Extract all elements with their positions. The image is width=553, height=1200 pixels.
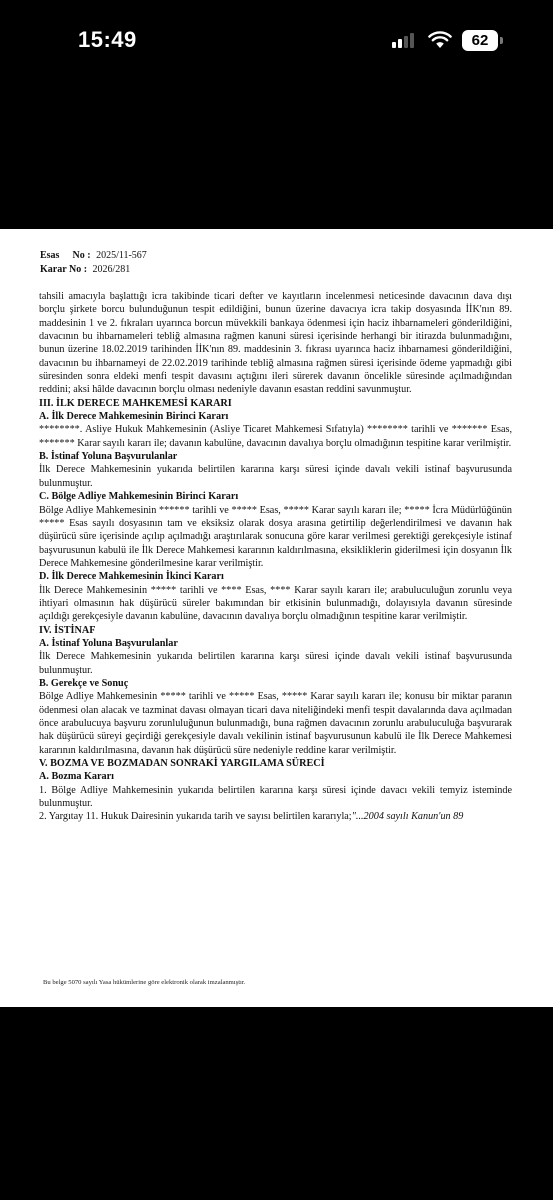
- karar-value: 2026/281: [92, 264, 131, 275]
- paragraph-text: 2. Yargıtay 11. Hukuk Dairesinin yukarıda tarih ve sayısı belirtilen kararıyla;: [39, 811, 352, 823]
- paragraph: ********. Asliye Hukuk Mahkemesinin (Asliye Ticaret Mahkemesi Sıfatıyla) ******** tarihli ve ******* Esas, ******* Karar sayılı kararı ile; davanın kabulüne, davacının davalıya borçlu olmadığının tespitine karar verilmiştir.: [39, 424, 512, 449]
- subsection-heading: D. İlk Derece Mahkemesinin İkinci Kararı: [39, 571, 224, 583]
- wifi-icon: [428, 30, 452, 50]
- paragraph: İlk Derece Mahkemesinin yukarıda belirtilen kararına karşı süresi içinde davalı vekili istinaf başvurusunda bulunmuştur.: [39, 464, 512, 489]
- paragraph: [39, 810, 512, 823]
- paragraph: 1. Bölge Adliye Mahkemesinin yukarıda belirtilen kararına karşı süresi içinde davacı vekili temyiz isteminde bulunmuştur.: [39, 784, 512, 810]
- e-signature-footer: Bu belge 5070 sayılı Yasa hükümlerine göre elektronik olarak imzalanmıştır.: [43, 979, 246, 986]
- esas-line: [40, 249, 147, 262]
- paragraph: Bölge Adliye Mahkemesinin ***** tarihli ve ***** Esas, ***** Karar sayılı kararı ile; konusu bir miktar paranın ödenmesi olan alacak ve tazminat davası olmayan ticari dava niteliğindeki menfi tespit davalarında dava açılmadan önce arabulucuya başvuru zorunluluğunun bulunmadığı, buna rağmen davacının zorunlu arabuluculuğa başvurarak hak düşürücü süreyi geçirdiği gerekçesiyle davalı vekilinin istinaf başvurusunun kabulü ile İlk Derece Mahkemesi kararının kaldırılmasına, davanın hak düşürücü süre nedeniyle reddine karar verilmiştir.: [39, 691, 512, 756]
- esas-value: 2025/11-567: [96, 250, 147, 261]
- paragraph: tahsili amacıyla başlattığı icra takibinde ticari defter ve kayıtların incelenmesi neticesinde davacının dava dışı borçlu şirkete borcu bulunduğunun tespit edildiğini, bunun üzerine davacıya icra takip dosyasında İİK'nın 89. maddesinin 1 ve 2. fıkraları uyarınca borcun müvekkili bankaya ödenmesi için haciz ihbarnameleri gönderildiğini, davacının bu ihbarnameleri tebliğ almasına rağmen kanuni süresi içerisinde herhangi bir itirazda bulunmadığını, bunun üzerine 18.02.2019 tarihinden İİK'nın 89. maddesinin 3. fıkrası uyarınca haciz ihbarnamesi gönderildiğini, davacının bu ihbarnameyi de 22.02.2019 tarihinde tebliğ almasına rağmen süresi içerisinde ödeme yapmadığı gibi süresinden sonra eldeki menfi tespit davasını açtığını ileri sürerek davanın öncelikle süresinde açılmadığından reddini; aksi hâlde davacının borçlu olması nedeniyle davanın esastan reddini savunmuştur.: [39, 291, 512, 396]
- paragraph: Bölge Adliye Mahkemesinin ****** tarihli ve ***** Esas, ***** Karar sayılı kararı ile; ***** İcra Müdürlüğünün ***** Esas sayılı dosyasının tam ve eksiksiz olarak dosya arasına getirtilip değerlendirilmesi ve davanın hak düşürücü süre içerisinde açılıp açılmadığı araştırılarak sonucuna göre karar verilmesi gerektiği gerekçesiyle istinaf başvurusunun kabulü ile İlk Derece Mahkemesi kararının kaldırılmasına, eksikliklerin giderilmesi için dosyanın İlk Derece Mahkemesine gönderilmesine karar verilmiştir.: [39, 504, 512, 569]
- section-heading: IV. İSTİNAF: [39, 624, 96, 636]
- karar-line: [40, 263, 130, 276]
- document-body: [39, 290, 512, 824]
- status-bar: [0, 0, 553, 80]
- subsection-heading: B. İstinaf Yoluna Başvurulanlar: [39, 451, 178, 463]
- paragraph: İlk Derece Mahkemesinin ***** tarihli ve **** Esas, **** Karar sayılı kararı ile; arabuluculuğun zorunlu veya ihtiyari olmasının hak düşürücü süreler bakımından bir etkisinin bulunmadığı, dolayısıyla davanın süresinde açıldığı gerekçesiyle davanın kabulüne, davacının davalıya borçlu olmadığının tespitine karar verilmiştir.: [39, 584, 512, 623]
- subsection-heading: A. Bozma Kararı: [39, 771, 114, 783]
- battery-indicator: 62: [462, 30, 498, 51]
- status-time: 15:49: [78, 27, 137, 52]
- subsection-heading: B. Gerekçe ve Sonuç: [39, 677, 129, 689]
- esas-no-label: No :: [72, 250, 91, 261]
- section-heading: V. BOZMA VE BOZMADAN SONRAKİ YARGILAMA SÜRECİ: [39, 758, 325, 770]
- quoted-text: "...2004 sayılı Kanun'un 89: [351, 811, 464, 823]
- subsection-heading: A. İstinaf Yoluna Başvurulanlar: [39, 637, 178, 649]
- karar-label: Karar No :: [40, 264, 88, 275]
- section-heading: III. İLK DERECE MAHKEMESİ KARARI: [39, 397, 232, 409]
- paragraph: İlk Derece Mahkemesinin yukarıda belirtilen kararına karşı süresi içinde davalı vekili istinaf başvurusunda bulunmuştur.: [39, 651, 512, 676]
- document-page: [0, 229, 553, 1007]
- subsection-heading: C. Bölge Adliye Mahkemesinin Birinci Kararı: [39, 491, 239, 503]
- cellular-signal-icon: [392, 32, 418, 48]
- subsection-heading: A. İlk Derece Mahkemesinin Birinci Kararı: [39, 411, 229, 423]
- battery-tip: [500, 37, 503, 44]
- esas-label: Esas: [40, 250, 60, 261]
